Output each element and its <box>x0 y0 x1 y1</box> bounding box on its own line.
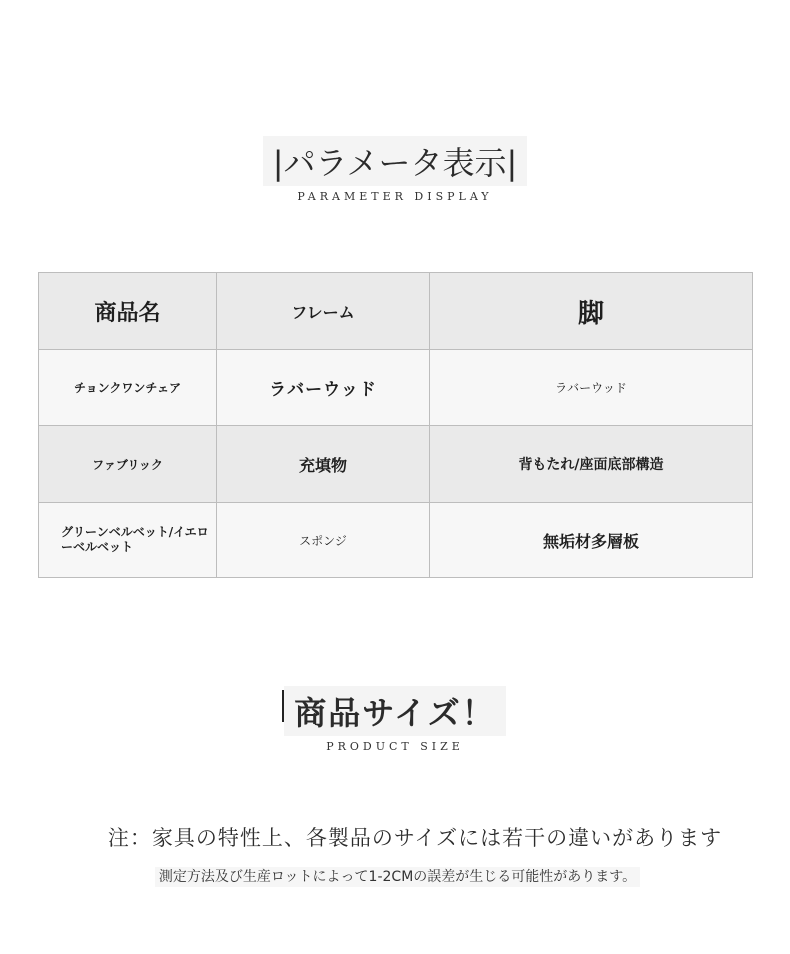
table-cell: スポンジ <box>217 503 430 578</box>
table-cell: チョンクワンチェア <box>39 350 217 426</box>
table-cell: ラバーウッド <box>217 350 430 426</box>
table-cell: 背もたれ/座面底部構造 <box>430 426 753 503</box>
table-cell: フレーム <box>217 273 430 350</box>
size-title-text: 商品サイズ！ <box>284 686 505 736</box>
table-row <box>39 426 753 503</box>
table-cell: ファブリック <box>39 426 217 503</box>
table-cell: ラバーウッド <box>430 350 753 426</box>
table-row <box>39 350 753 426</box>
size-title <box>0 686 790 736</box>
size-note-sub <box>0 866 790 886</box>
table-row <box>39 273 753 350</box>
parameter-title-text: |パラメータ表示| <box>263 136 528 186</box>
table-cell: 脚 <box>430 273 753 350</box>
table-row <box>39 503 753 578</box>
parameter-table <box>38 272 753 578</box>
table-cell: 商品名 <box>39 273 217 350</box>
size-subtitle: PRODUCT SIZE <box>326 740 464 753</box>
parameter-subtitle: PARAMETER DISPLAY <box>297 190 493 203</box>
table-cell: 無垢材多層板 <box>430 503 753 578</box>
table-cell: 充填物 <box>217 426 430 503</box>
table-cell: グリーンベルベット/イエローベルベット <box>39 503 217 578</box>
parameter-title <box>0 136 790 186</box>
size-note-main: 注：家具の特性上、各製品のサイズには若干の違いがあります <box>107 826 723 850</box>
size-note-sub-text: 測定方法及び生産ロットによって1-2CMの誤差が生じる可能性があります。 <box>155 867 640 887</box>
